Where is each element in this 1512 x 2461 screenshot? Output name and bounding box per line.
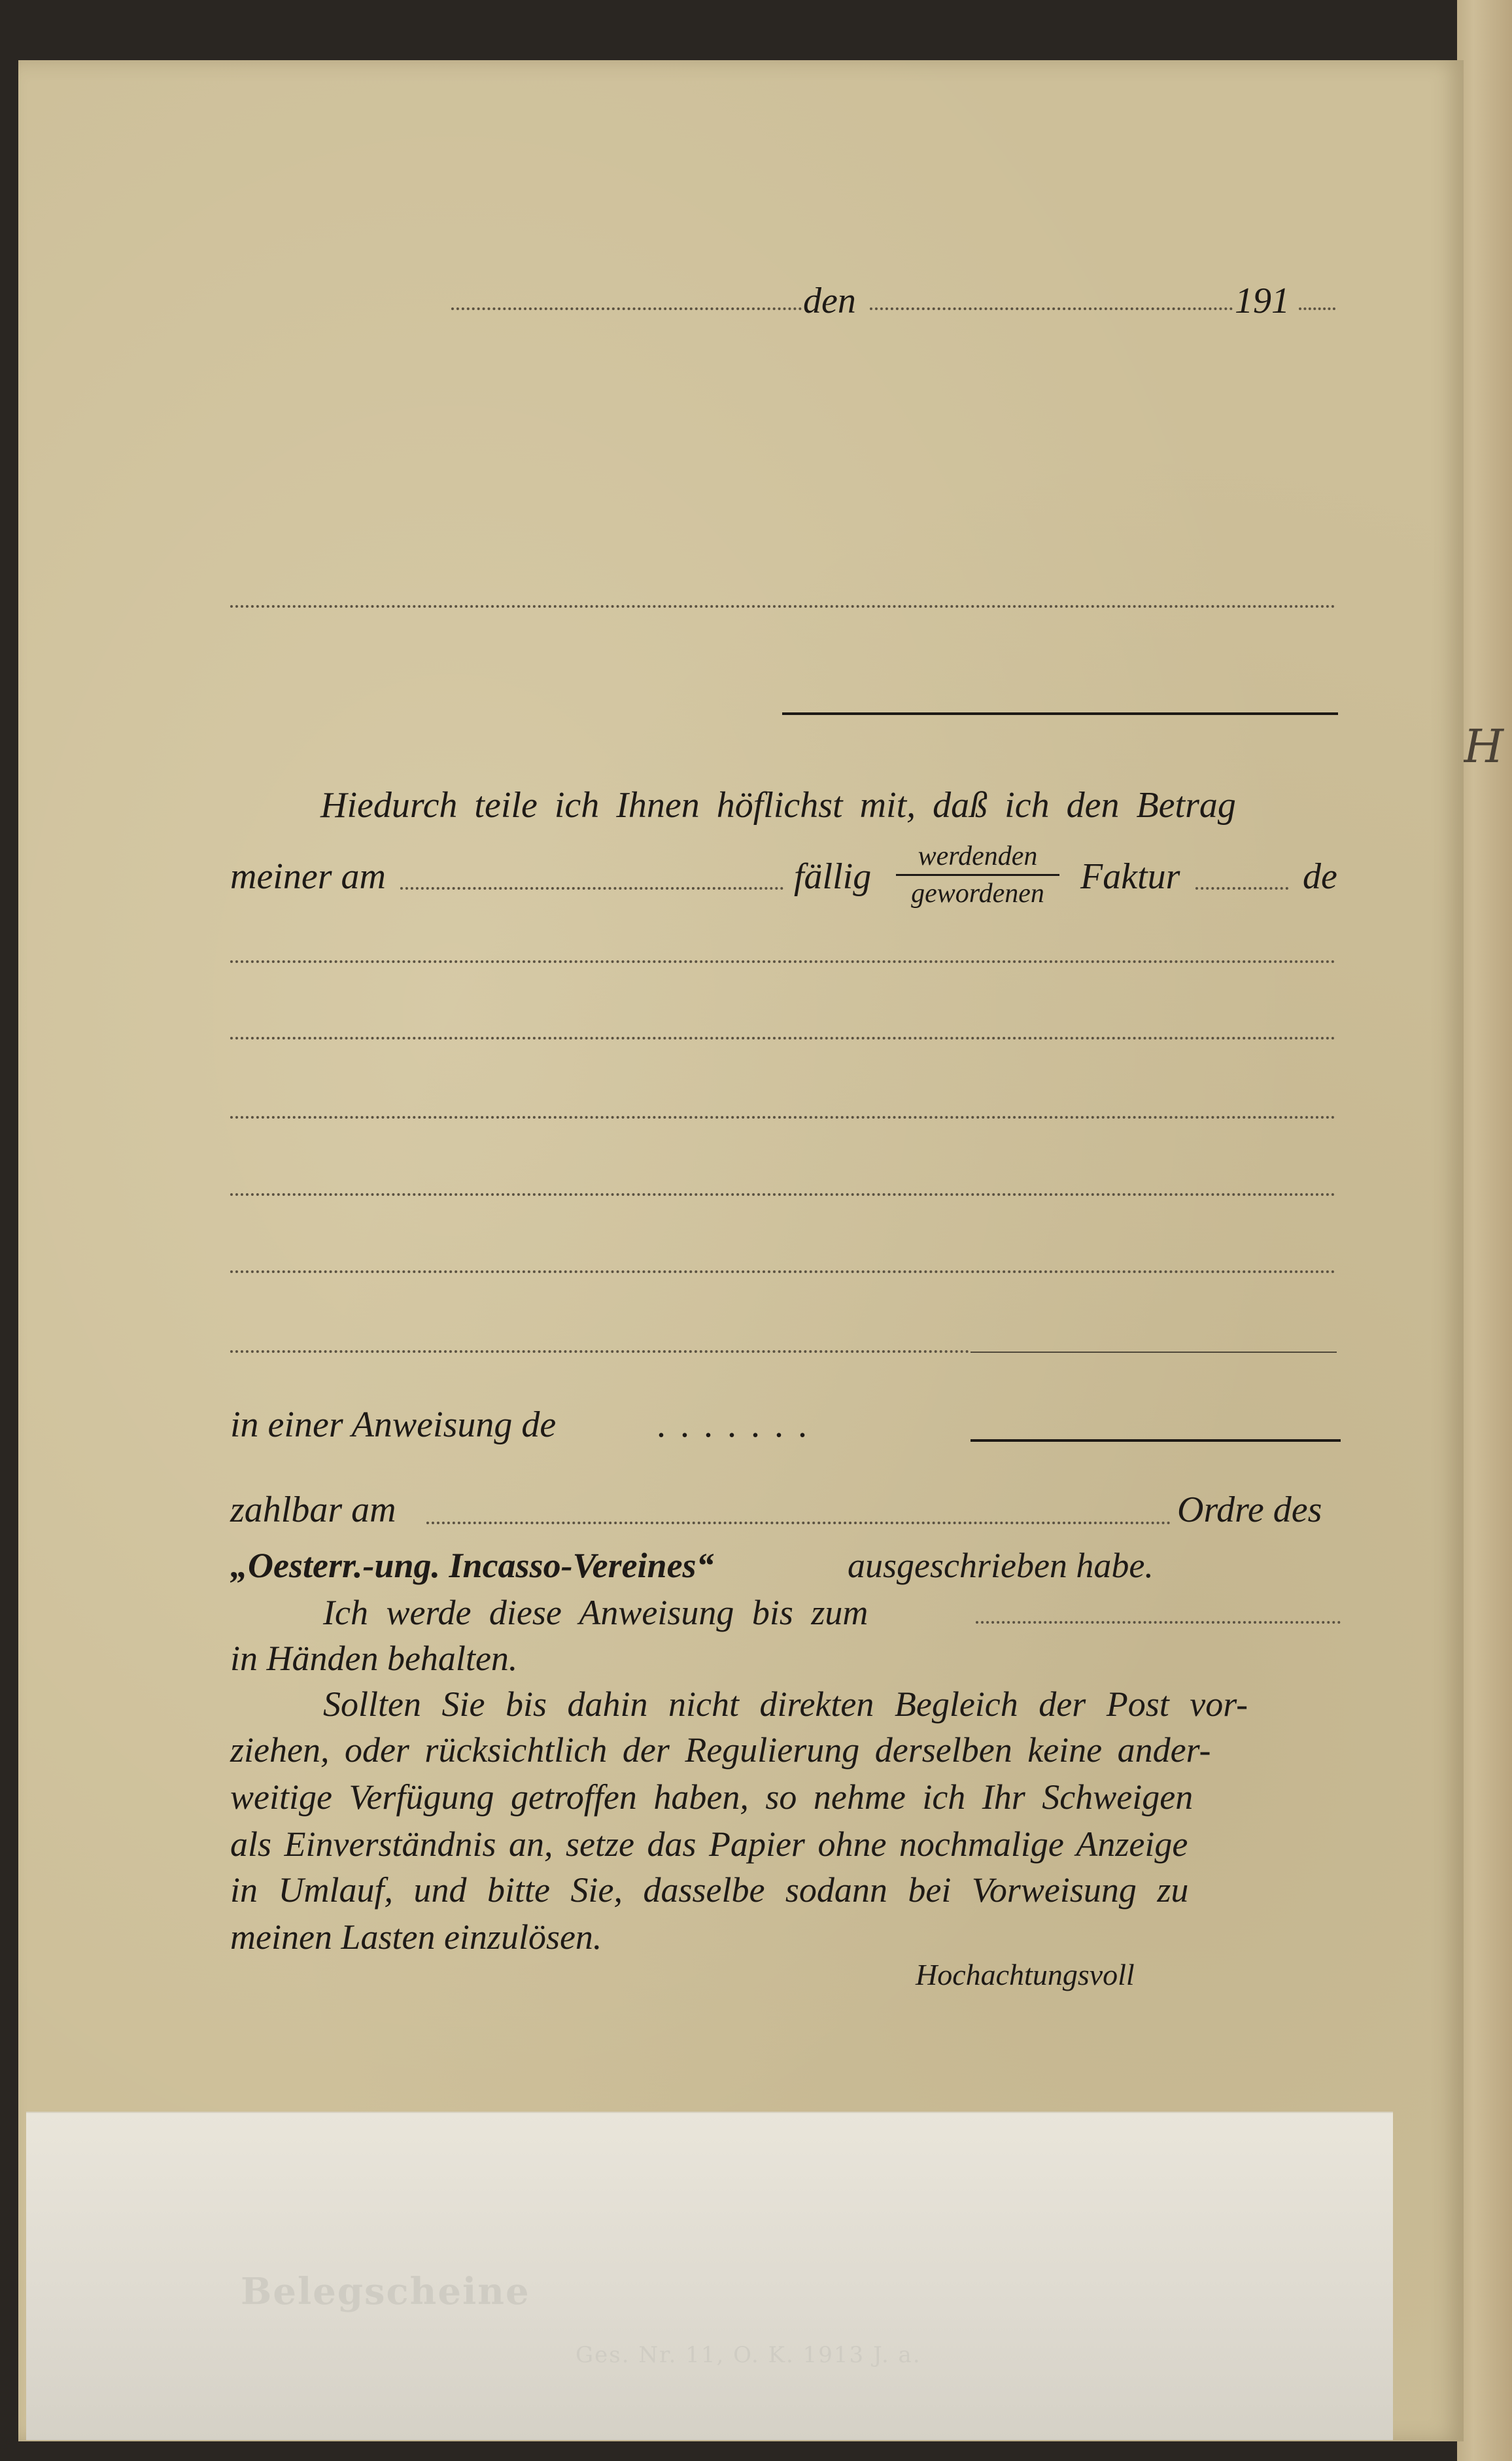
- para-line-3: weitige Verfügung getroffen haben, so nehme ich Ihr Schweigen: [230, 1777, 1194, 1817]
- amount-rule: [971, 1439, 1341, 1442]
- anweisung-dots: . . . . . . .: [657, 1405, 810, 1445]
- meiner-am-label: meiner am: [230, 856, 386, 897]
- den-label: den: [803, 281, 856, 321]
- fill-line-6: [230, 1350, 969, 1353]
- faellig-label: fällig: [794, 856, 872, 897]
- para-line-1: Sollten Sie bis dahin nicht direkten Begleich der Post vor-: [323, 1684, 1248, 1724]
- zahlbar-am-label: zahlbar am: [230, 1490, 396, 1530]
- ich-werde-text: Ich werde diese Anweisung bis zum: [323, 1593, 868, 1632]
- de-label: de: [1303, 856, 1337, 897]
- place-field: [451, 307, 802, 310]
- invoice-date-field: [400, 887, 783, 890]
- paper-tape: [26, 2112, 1393, 2440]
- fraction-bar: [896, 874, 1059, 876]
- year-prefix: 191: [1235, 281, 1290, 321]
- para-line-2: ziehen, oder rücksichtlich der Regulierung derselben keine ander-: [230, 1730, 1211, 1770]
- addressee-line: [230, 605, 1335, 608]
- fill-line-5: [230, 1270, 1335, 1273]
- fraction-werdenden-gewordenen: [896, 843, 1059, 907]
- in-haenden-text: in Händen behalten.: [230, 1639, 518, 1678]
- bis-zum-field: [976, 1621, 1341, 1624]
- para-line-5: in Umlauf, und bitte Sie, dasselbe sodann bei Vorweisung zu: [230, 1870, 1189, 1910]
- addressee-rule: [782, 712, 1338, 715]
- ordre-des-label: Ordre des: [1177, 1490, 1322, 1530]
- fill-line-2: [230, 1037, 1335, 1039]
- para-line-4: als Einverständnis an, setze das Papier ohne nochmalige Anzeige: [230, 1824, 1188, 1864]
- amount-rule-top: [971, 1352, 1337, 1353]
- fill-line-1: [230, 960, 1335, 963]
- document-page: [18, 60, 1464, 2441]
- anweisung-label: in einer Anweisung de: [230, 1405, 557, 1445]
- year-field: [1299, 307, 1335, 310]
- ausgeschrieben-text: ausgeschrieben habe.: [848, 1546, 1154, 1585]
- tape-faint-sub: Ges. Nr. 11, O. K. 1913 J. a.: [576, 2342, 921, 2368]
- fill-line-3: [230, 1116, 1335, 1119]
- scanner-edge: [1457, 0, 1512, 2461]
- faktur-field: [1195, 887, 1288, 890]
- tape-faint-title: Belegscheine: [241, 2270, 530, 2313]
- fraction-top: werdenden: [918, 841, 1038, 871]
- fill-line-4: [230, 1193, 1335, 1196]
- date-field: [870, 307, 1233, 310]
- faktur-label: Faktur: [1080, 856, 1180, 897]
- verein-name: „Oesterr.-ung. Incasso-Vereines“: [230, 1546, 714, 1585]
- margin-mark: H: [1464, 720, 1504, 773]
- fraction-bottom: gewordenen: [911, 879, 1044, 909]
- para-line-6: meinen Lasten einzulösen.: [230, 1917, 602, 1957]
- closing: Hochachtungsvoll: [916, 1958, 1135, 1991]
- zahlbar-field: [426, 1522, 1171, 1524]
- intro-text: Hiedurch teile ich Ihnen höflichst mit, daß ich den Betrag: [320, 785, 1236, 826]
